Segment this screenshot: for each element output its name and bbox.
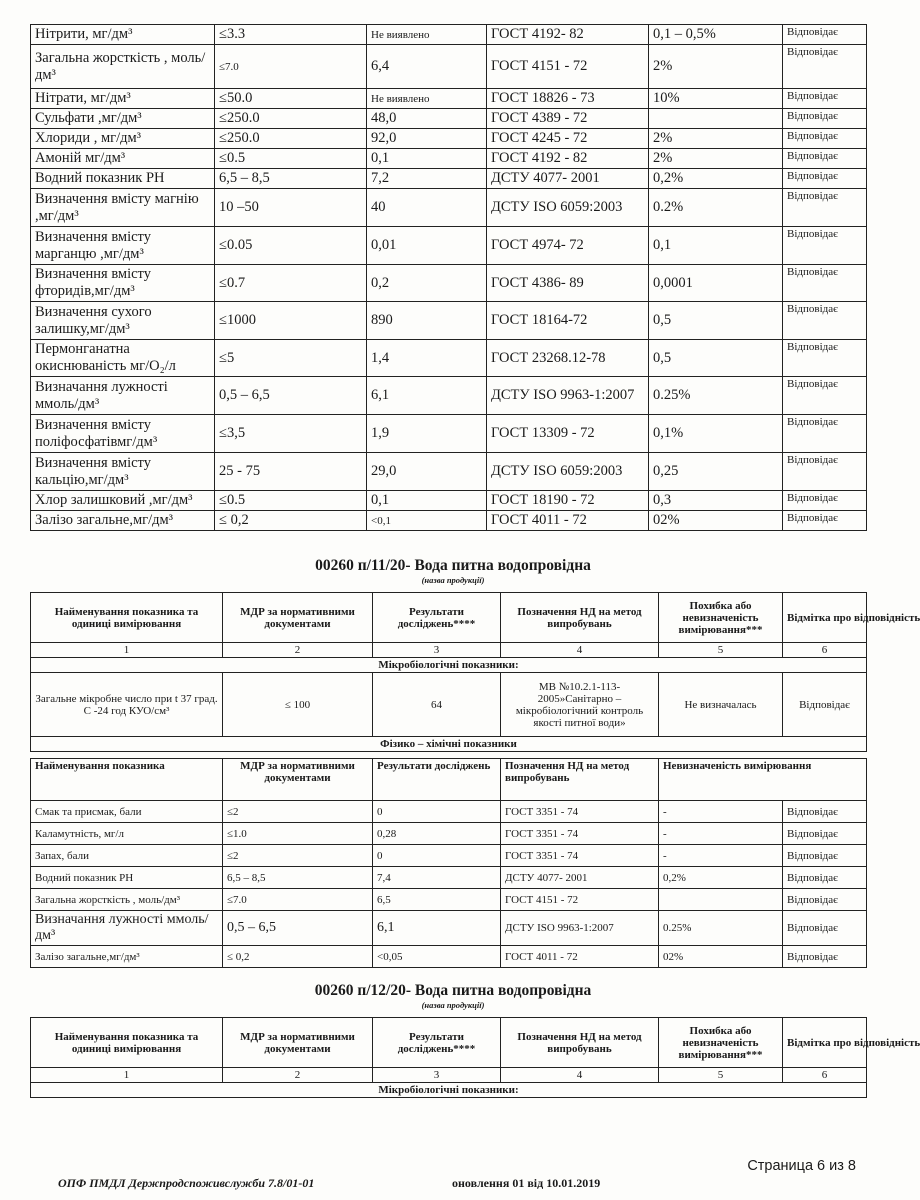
row-method: ГОСТ 4245 - 72 [487,129,649,149]
row-result: 1,9 [367,415,487,453]
row-mark: Відповідає [783,377,867,415]
row-mark: Відповідає [783,845,867,867]
row-result: 6,1 [373,911,501,946]
col-header-mark: Відмітка про відповідність [783,593,867,643]
row-mark: Відповідає [783,189,867,227]
row-result: 6,1 [367,377,487,415]
row-error: 2% [649,45,783,89]
product-subtitle: (назва продукції) [421,1000,485,1010]
row-name: Сульфати ,мг/дм³ [31,109,215,129]
row-name: Нітрити, мг/дм³ [31,25,215,45]
col-header-result: Результати досліджень**** [373,1018,501,1068]
row-result: 0 [373,801,501,823]
row-mark: Відповідає [783,491,867,511]
table-row [31,415,867,453]
results-table-top [30,24,867,531]
row-name: Загальна жорсткість , моль/дм³ [31,889,223,911]
table-row [31,89,867,109]
row-method: ДСТУ ISO 6059:2003 [487,189,649,227]
row-result: 6,5 [373,889,501,911]
row-mark: Відповідає [783,889,867,911]
row-name: Визначення вмісту магнію ,мг/дм³ [31,189,215,227]
row-method: ГОСТ 23268.12-78 [487,340,649,377]
table-row [31,801,867,823]
row-mdr: ≤0.7 [215,265,367,302]
row-mdr: ≤50.0 [215,89,367,109]
phys-header-mdr: МДР за нормативними документами [223,759,373,801]
table-row [31,109,867,129]
row-mdr: ≤2 [223,845,373,867]
row-method: ГОСТ 3351 - 74 [501,801,659,823]
col-header-method: Позначення НД на метод випробувань [501,1018,659,1068]
micro-name: Загальне мікробне число при t 37 град. С -24 год КУО/см³ [31,673,223,737]
row-result: <0,05 [373,946,501,968]
row-mdr: ≤5 [215,340,367,377]
row-mdr: ≤0.5 [215,149,367,169]
row-error: 02% [659,946,783,968]
row-mark: Відповідає [783,823,867,845]
row-error: 0,0001 [649,265,783,302]
row-error: 0,2% [659,867,783,889]
row-name: Водний показник РН [31,867,223,889]
row-method: ГОСТ 4151 - 72 [487,45,649,89]
row-name: Визначення вмісту марганцю ,мг/дм³ [31,227,215,265]
row-method: ДСТУ ISO 6059:2003 [487,453,649,491]
row-mdr: ≤250.0 [215,129,367,149]
row-error: 0,1 [649,227,783,265]
table-row [31,946,867,968]
row-mark: Відповідає [783,415,867,453]
row-mdr: 6,5 – 8,5 [223,867,373,889]
product-title: 00260 п/11/20- Вода питна водопровідна [315,557,591,574]
row-result: 0,2 [367,265,487,302]
row-mdr: ≤250.0 [215,109,367,129]
row-method: ДСТУ ISO 9963-1:2007 [501,911,659,946]
table-row [31,845,867,867]
col-number: 6 [783,643,867,658]
col-header-error: Похибка або невизначеність вимірювання*** [659,1018,783,1068]
col-header-error: Похибка або невизначеність вимірювання*** [659,593,783,643]
col-number: 2 [223,643,373,658]
row-mark: Відповідає [783,511,867,531]
col-number: 5 [659,1068,783,1083]
row-error: 0.25% [659,911,783,946]
col-header-mark: Відмітка про відповідність [783,1018,867,1068]
row-result: 40 [367,189,487,227]
row-mdr: 6,5 – 8,5 [215,169,367,189]
row-result: 92,0 [367,129,487,149]
row-error: 0,5 [649,302,783,340]
col-header-mdr: МДР за нормативними документами [223,1018,373,1068]
row-result: 0 [373,845,501,867]
row-mark: Відповідає [783,265,867,302]
row-name: Визначення вмісту поліфосфатівмг/дм³ [31,415,215,453]
row-error: 0,1% [649,415,783,453]
row-method: ГОСТ 4192- 82 [487,25,649,45]
row-error: 0,25 [649,453,783,491]
row-error: 0,1 – 0,5% [649,25,783,45]
table-row [31,491,867,511]
table-row [31,149,867,169]
table-row [31,867,867,889]
table-row [31,25,867,45]
table-row [31,129,867,149]
row-result: 6,4 [367,45,487,89]
col-number: 2 [223,1068,373,1083]
table-row [31,302,867,340]
row-mark: Відповідає [783,946,867,968]
row-result: Не виявлено [367,25,487,45]
row-method: ГОСТ 13309 - 72 [487,415,649,453]
row-mark: Відповідає [783,25,867,45]
table-row [31,45,867,89]
row-mark: Відповідає [783,911,867,946]
product-title: 00260 п/12/20- Вода питна водопровідна [314,982,592,999]
table-row [31,169,867,189]
row-mdr: ≤2 [223,801,373,823]
table-row [31,511,867,531]
row-result: 0,01 [367,227,487,265]
row-mdr: ≤ 0,2 [223,946,373,968]
row-result: 1,4 [367,340,487,377]
row-error [659,889,783,911]
row-mark: Відповідає [783,129,867,149]
row-mark: Відповідає [783,109,867,129]
table-row [31,227,867,265]
col-number: 3 [373,643,501,658]
table-row [31,340,867,377]
row-mdr: 25 - 75 [215,453,367,491]
section2-header-table [30,592,920,752]
col-number: 6 [783,1068,867,1083]
row-error: 2% [649,129,783,149]
row-mdr: ≤0.5 [215,491,367,511]
row-method: ДСТУ 4077- 2001 [501,867,659,889]
phys-header-name: Найменування показника [31,759,223,801]
table-row [31,265,867,302]
row-mdr: ≤0.05 [215,227,367,265]
row-method: ГОСТ 4389 - 72 [487,109,649,129]
table-row [31,453,867,491]
row-error: - [659,823,783,845]
row-name: Хлориди , мг/дм³ [31,129,215,149]
row-mdr: ≤7.0 [223,889,373,911]
row-result: 7,2 [367,169,487,189]
row-method: ГОСТ 4192 - 82 [487,149,649,169]
row-method: ГОСТ 3351 - 74 [501,845,659,867]
row-method: ГОСТ 18190 - 72 [487,491,649,511]
col-number: 3 [373,1068,501,1083]
col-number: 1 [31,1068,223,1083]
row-name: Визначання лужності ммоль/дм³ [31,377,215,415]
col-header-mdr: МДР за нормативними документами [223,593,373,643]
col-header-method: Позначення НД на метод випробувань [501,593,659,643]
row-mark: Відповідає [783,169,867,189]
row-method: ГОСТ 18164-72 [487,302,649,340]
row-mdr: ≤1.0 [223,823,373,845]
row-name: Залізо загальне,мг/дм³ [31,511,215,531]
col-number: 4 [501,1068,659,1083]
row-method: ГОСТ 3351 - 74 [501,823,659,845]
row-name: Загальна жорсткість , моль/дм³ [31,45,215,89]
row-error: 02% [649,511,783,531]
footer-doc-code: ОПФ ПМДЛ Держпродспоживслужби 7.8/01-01 [58,1176,315,1190]
table-row [31,189,867,227]
row-mdr: ≤ 0,2 [215,511,367,531]
row-method: ГОСТ 4386- 89 [487,265,649,302]
micro-section-label: Мікробіологічні показники: [31,658,867,673]
row-error: 0,3 [649,491,783,511]
row-result: 0,28 [373,823,501,845]
section3-header-table [30,1017,920,1098]
row-mdr: ≤7.0 [215,45,367,89]
row-error: 0.2% [649,189,783,227]
row-result: 0,1 [367,149,487,169]
row-mark: Відповідає [783,227,867,265]
row-name: Каламутність, мг/л [31,823,223,845]
row-method: ГОСТ 4011 - 72 [501,946,659,968]
row-name: Залізо загальне,мг/дм³ [31,946,223,968]
row-mark: Відповідає [783,801,867,823]
phys-header-method: Позначення НД на метод випробувань [501,759,659,801]
row-mark: Відповідає [783,340,867,377]
row-name: Амоній мг/дм³ [31,149,215,169]
row-result: 0,1 [367,491,487,511]
row-name: Пермонганатна окиснюваність мг/О₂/л [31,340,215,377]
micro-mark: Відповідає [783,673,867,737]
phys-header-result: Результати досліджень [373,759,501,801]
row-mark: Відповідає [783,149,867,169]
row-mark: Відповідає [783,302,867,340]
row-name: Нітрати, мг/дм³ [31,89,215,109]
row-mdr: ≤1000 [215,302,367,340]
row-mdr: ≤3,5 [215,415,367,453]
row-mdr: 0,5 – 6,5 [215,377,367,415]
col-header-name: Найменування показника та одиниці вимірювання [31,1018,223,1068]
row-mark: Відповідає [783,453,867,491]
micro-mdr: ≤ 100 [223,673,373,737]
row-method: ГОСТ 4011 - 72 [487,511,649,531]
table-row [31,889,867,911]
phys-table [30,758,867,968]
row-method: ГОСТ 4974- 72 [487,227,649,265]
page-number: Страница 6 из 8 [747,1158,856,1174]
row-method: ДСТУ 4077- 2001 [487,169,649,189]
row-name: Визначання лужності ммоль/дм³ [31,911,223,946]
row-mdr: 10 –50 [215,189,367,227]
row-result: 29,0 [367,453,487,491]
row-name: Запах, бали [31,845,223,867]
micro-result: 64 [373,673,501,737]
row-result: 7,4 [373,867,501,889]
table-row [31,823,867,845]
row-name: Хлор залишковий ,мг/дм³ [31,491,215,511]
row-error: - [659,801,783,823]
row-result: <0,1 [367,511,487,531]
row-error: - [659,845,783,867]
row-name: Визначення сухого залишку,мг/дм³ [31,302,215,340]
row-result: 890 [367,302,487,340]
row-method: ГОСТ 4151 - 72 [501,889,659,911]
footer-revision: оновлення 01 від 10.01.2019 [452,1176,601,1190]
phys-header-error: Невизначеність вимірювання [659,759,867,801]
col-number: 4 [501,643,659,658]
row-error: 0,2% [649,169,783,189]
phys-section-label: Фізико – хімічні показники [31,737,867,752]
product-subtitle: (назва продукції) [421,575,485,585]
row-name: Водний показник РН [31,169,215,189]
row-error [649,109,783,129]
micro-method: МВ №10.2.1-113-2005»Санітарно – мікробіологічний контроль якості питної води» [501,673,659,737]
row-name: Визначення вмісту фторидів,мг/дм³ [31,265,215,302]
col-header-name: Найменування показника та одиниці вимірювання [31,593,223,643]
row-error: 0,5 [649,340,783,377]
micro-section-label: Мікробіологічні показники: [31,1083,867,1098]
row-error: 2% [649,149,783,169]
row-result: Не виявлено [367,89,487,109]
row-result: 48,0 [367,109,487,129]
row-method: ДСТУ ISO 9963-1:2007 [487,377,649,415]
row-mark: Відповідає [783,45,867,89]
micro-error: Не визначалась [659,673,783,737]
row-mdr: ≤3.3 [215,25,367,45]
row-mark: Відповідає [783,867,867,889]
row-mdr: 0,5 – 6,5 [223,911,373,946]
row-error: 0.25% [649,377,783,415]
row-mark: Відповідає [783,89,867,109]
row-method: ГОСТ 18826 - 73 [487,89,649,109]
table-row [31,911,867,946]
col-number: 1 [31,643,223,658]
row-name: Смак та присмак, бали [31,801,223,823]
table-row [31,377,867,415]
row-error: 10% [649,89,783,109]
col-header-result: Результати досліджень**** [373,593,501,643]
col-number: 5 [659,643,783,658]
row-name: Визначення вмісту кальцію,мг/дм³ [31,453,215,491]
